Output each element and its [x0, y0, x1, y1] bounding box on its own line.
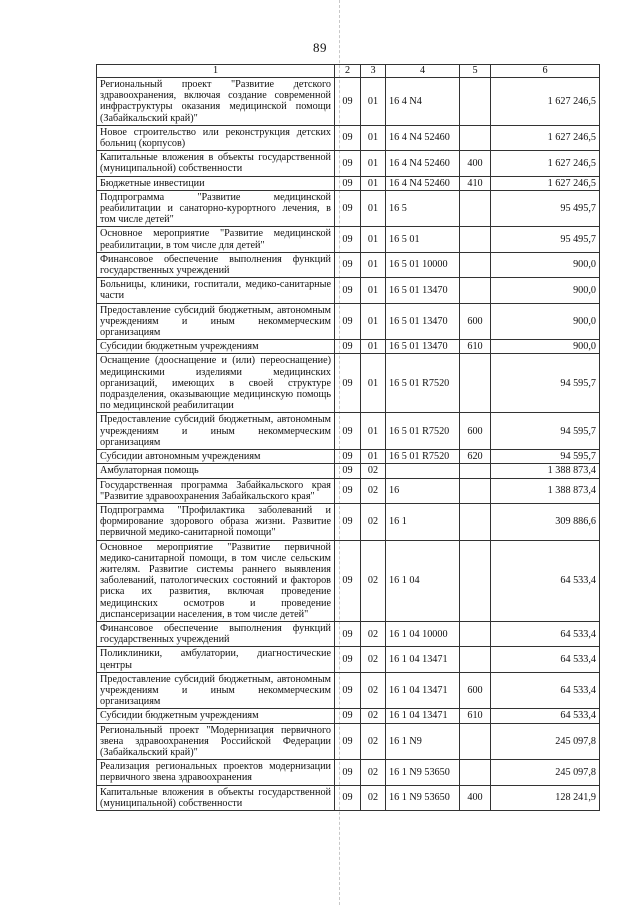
cell-name: Основное мероприятие "Развитие первичной медико-санитарной помощи, в том числе сельским жителям. Развитие системы раннего выявления заболеваний, патологических состояний и факторов риска их развития, включая проведение медицинских осмотров и проведение диспансеризации населения, в том числе детей": [97, 540, 335, 621]
cell-name: Амбулаторная помощь: [97, 464, 335, 478]
table-row: [97, 227, 600, 252]
cell-subsection: 02: [361, 503, 386, 540]
cell-expense-type: [460, 647, 491, 672]
cell-section: 09: [335, 760, 361, 785]
cell-expense-type: [460, 78, 491, 126]
cell-subsection: 01: [361, 354, 386, 413]
table-row: [97, 723, 600, 760]
cell-subsection: 01: [361, 252, 386, 277]
table-row: [97, 709, 600, 723]
cell-amount: 245 097,8: [491, 723, 600, 760]
cell-name: Бюджетные инвестиции: [97, 176, 335, 190]
cell-amount: 64 533,4: [491, 709, 600, 723]
table-row: [97, 151, 600, 176]
cell-expense-type: [460, 464, 491, 478]
cell-name: Капитальные вложения в объекты государственной (муниципальной) собственности: [97, 785, 335, 810]
cell-name: Оснащение (дооснащение и (или) переоснащение) медицинскими изделиями медицинских организаций, имеющих в своей структуре подразделения, оказывающие медицинскую помощь по медицинской реабилитации: [97, 354, 335, 413]
table-row: [97, 190, 600, 227]
cell-amount: 900,0: [491, 278, 600, 303]
cell-subsection: 02: [361, 464, 386, 478]
cell-subsection: 01: [361, 78, 386, 126]
table-row: [97, 450, 600, 464]
cell-subsection: 02: [361, 647, 386, 672]
cell-amount: 1 627 246,5: [491, 151, 600, 176]
cell-target-article: 16 1 04: [386, 540, 460, 621]
cell-name: Новое строительство или реконструкция детских больниц (корпусов): [97, 125, 335, 150]
cell-name: Государственная программа Забайкальского края "Развитие здравоохранения Забайкальского края": [97, 478, 335, 503]
cell-target-article: [386, 464, 460, 478]
cell-amount: 94 595,7: [491, 450, 600, 464]
cell-name: Больницы, клиники, госпитали, медико-санитарные части: [97, 278, 335, 303]
cell-subsection: 02: [361, 672, 386, 709]
cell-subsection: 02: [361, 723, 386, 760]
page-number: 89: [313, 40, 327, 55]
cell-name: Предоставление субсидий бюджетным, автономным учреждениям и иным некоммерческим организациям: [97, 672, 335, 709]
cell-subsection: 01: [361, 450, 386, 464]
cell-name: Реализация региональных проектов модернизации первичного звена здравоохранения: [97, 760, 335, 785]
cell-target-article: 16 5 01 R7520: [386, 450, 460, 464]
cell-name: Предоставление субсидий бюджетным, автономным учреждениям и иным некоммерческим организациям: [97, 413, 335, 450]
cell-target-article: 16 4 N4: [386, 78, 460, 126]
table-row: [97, 78, 600, 126]
table-row: [97, 478, 600, 503]
cell-target-article: 16 5 01 10000: [386, 252, 460, 277]
cell-expense-type: [460, 478, 491, 503]
cell-name: Региональный проект "Модернизация первичного звена здравоохранения Российской Федерации (Забайкальский край)": [97, 723, 335, 760]
cell-subsection: 01: [361, 278, 386, 303]
cell-amount: 1 627 246,5: [491, 176, 600, 190]
cell-section: 09: [335, 621, 361, 646]
cell-name: Капитальные вложения в объекты государственной (муниципальной) собственности: [97, 151, 335, 176]
cell-section: 09: [335, 709, 361, 723]
cell-section: 09: [335, 672, 361, 709]
cell-expense-type: 400: [460, 785, 491, 810]
cell-target-article: 16 1: [386, 503, 460, 540]
cell-amount: 1 388 873,4: [491, 478, 600, 503]
cell-expense-type: 610: [460, 340, 491, 354]
table-header-row: [97, 65, 600, 78]
table-row: [97, 303, 600, 340]
cell-target-article: 16 4 N4 52460: [386, 176, 460, 190]
budget-table: [96, 64, 600, 811]
cell-target-article: 16 1 04 13471: [386, 709, 460, 723]
cell-name: Подпрограмма "Развитие медицинской реабилитации и санаторно-курортного лечения, в том числе детей": [97, 190, 335, 227]
cell-section: 09: [335, 78, 361, 126]
cell-expense-type: [460, 760, 491, 785]
cell-target-article: 16 5 01 13470: [386, 303, 460, 340]
cell-amount: 94 595,7: [491, 354, 600, 413]
table-row: [97, 278, 600, 303]
cell-expense-type: 600: [460, 672, 491, 709]
cell-amount: 245 097,8: [491, 760, 600, 785]
cell-amount: 309 886,6: [491, 503, 600, 540]
cell-section: 09: [335, 647, 361, 672]
cell-section: 09: [335, 354, 361, 413]
cell-section: 09: [335, 785, 361, 810]
cell-section: 09: [335, 413, 361, 450]
table-row: [97, 503, 600, 540]
cell-amount: 94 595,7: [491, 413, 600, 450]
cell-section: 09: [335, 125, 361, 150]
cell-section: 09: [335, 151, 361, 176]
cell-subsection: 02: [361, 785, 386, 810]
cell-name: Подпрограмма "Профилактика заболеваний и формирование здорового образа жизни. Развитие первичной медико-санитарной помощи": [97, 503, 335, 540]
cell-expense-type: [460, 723, 491, 760]
cell-amount: 1 627 246,5: [491, 125, 600, 150]
cell-amount: 64 533,4: [491, 540, 600, 621]
cell-subsection: 02: [361, 621, 386, 646]
cell-name: Субсидии бюджетным учреждениям: [97, 340, 335, 354]
table-row: [97, 540, 600, 621]
table-row: [97, 354, 600, 413]
cell-name: Финансовое обеспечение выполнения функций государственных учреждений: [97, 252, 335, 277]
table-row: [97, 252, 600, 277]
cell-amount: 64 533,4: [491, 672, 600, 709]
cell-section: 09: [335, 252, 361, 277]
cell-expense-type: [460, 227, 491, 252]
table-body: [97, 78, 600, 811]
cell-expense-type: [460, 354, 491, 413]
cell-target-article: 16 5 01 13470: [386, 278, 460, 303]
cell-section: 09: [335, 450, 361, 464]
cell-target-article: 16 1 04 13471: [386, 647, 460, 672]
cell-amount: 1 388 873,4: [491, 464, 600, 478]
cell-amount: 900,0: [491, 252, 600, 277]
cell-expense-type: [460, 278, 491, 303]
cell-expense-type: 610: [460, 709, 491, 723]
cell-target-article: 16 5 01: [386, 227, 460, 252]
cell-name: Предоставление субсидий бюджетным, автономным учреждениям и иным некоммерческим организациям: [97, 303, 335, 340]
cell-expense-type: 400: [460, 151, 491, 176]
cell-target-article: 16 1 N9 53650: [386, 760, 460, 785]
cell-expense-type: [460, 252, 491, 277]
cell-subsection: 01: [361, 340, 386, 354]
cell-target-article: 16 1 N9 53650: [386, 785, 460, 810]
cell-subsection: 01: [361, 151, 386, 176]
header-col-4: 4: [386, 65, 460, 78]
cell-section: 09: [335, 464, 361, 478]
cell-target-article: 16 4 N4 52460: [386, 151, 460, 176]
cell-expense-type: [460, 621, 491, 646]
cell-target-article: 16 5 01 13470: [386, 340, 460, 354]
cell-target-article: 16 1 N9: [386, 723, 460, 760]
table-row: [97, 340, 600, 354]
cell-subsection: 02: [361, 760, 386, 785]
cell-section: 09: [335, 227, 361, 252]
cell-amount: 64 533,4: [491, 647, 600, 672]
cell-subsection: 01: [361, 303, 386, 340]
cell-amount: 1 627 246,5: [491, 78, 600, 126]
table-row: [97, 760, 600, 785]
table-row: [97, 176, 600, 190]
cell-amount: 64 533,4: [491, 621, 600, 646]
cell-section: 09: [335, 278, 361, 303]
cell-section: 09: [335, 176, 361, 190]
cell-amount: 95 495,7: [491, 227, 600, 252]
cell-section: 09: [335, 303, 361, 340]
cell-subsection: 02: [361, 540, 386, 621]
cell-name: Субсидии бюджетным учреждениям: [97, 709, 335, 723]
cell-expense-type: 600: [460, 303, 491, 340]
cell-subsection: 01: [361, 176, 386, 190]
cell-target-article: 16: [386, 478, 460, 503]
cell-expense-type: 600: [460, 413, 491, 450]
cell-expense-type: [460, 540, 491, 621]
cell-subsection: 01: [361, 190, 386, 227]
cell-expense-type: 620: [460, 450, 491, 464]
cell-expense-type: [460, 125, 491, 150]
header-col-5: 5: [460, 65, 491, 78]
table-row: [97, 413, 600, 450]
cell-expense-type: [460, 190, 491, 227]
table-row: [97, 464, 600, 478]
cell-amount: 900,0: [491, 340, 600, 354]
table-row: [97, 621, 600, 646]
cell-name: Финансовое обеспечение выполнения функций государственных учреждений: [97, 621, 335, 646]
cell-target-article: 16 5 01 R7520: [386, 413, 460, 450]
cell-section: 09: [335, 340, 361, 354]
cell-subsection: 02: [361, 478, 386, 503]
cell-expense-type: [460, 503, 491, 540]
cell-amount: 128 241,9: [491, 785, 600, 810]
cell-name: Поликлиники, амбулатории, диагностические центры: [97, 647, 335, 672]
cell-amount: 95 495,7: [491, 190, 600, 227]
cell-name: Региональный проект "Развитие детского здравоохранения, включая создание современной инфраструктуры оказания медицинской помощи (Забайкальский край)": [97, 78, 335, 126]
cell-subsection: 02: [361, 709, 386, 723]
cell-target-article: 16 4 N4 52460: [386, 125, 460, 150]
header-col-2: 2: [335, 65, 361, 78]
table-row: [97, 125, 600, 150]
cell-target-article: 16 5: [386, 190, 460, 227]
cell-section: 09: [335, 503, 361, 540]
cell-expense-type: 410: [460, 176, 491, 190]
table-row: [97, 647, 600, 672]
cell-name: Субсидии автономным учреждениям: [97, 450, 335, 464]
cell-section: 09: [335, 540, 361, 621]
cell-target-article: 16 1 04 10000: [386, 621, 460, 646]
table-row: [97, 785, 600, 810]
cell-subsection: 01: [361, 125, 386, 150]
cell-target-article: 16 5 01 R7520: [386, 354, 460, 413]
cell-section: 09: [335, 723, 361, 760]
header-col-1: 1: [97, 65, 335, 78]
cell-target-article: 16 1 04 13471: [386, 672, 460, 709]
cell-section: 09: [335, 478, 361, 503]
cell-section: 09: [335, 190, 361, 227]
header-col-6: 6: [491, 65, 600, 78]
cell-name: Основное мероприятие "Развитие медицинской реабилитации, в том числе для детей": [97, 227, 335, 252]
header-col-3: 3: [361, 65, 386, 78]
table-row: [97, 672, 600, 709]
cell-amount: 900,0: [491, 303, 600, 340]
cell-subsection: 01: [361, 413, 386, 450]
cell-subsection: 01: [361, 227, 386, 252]
